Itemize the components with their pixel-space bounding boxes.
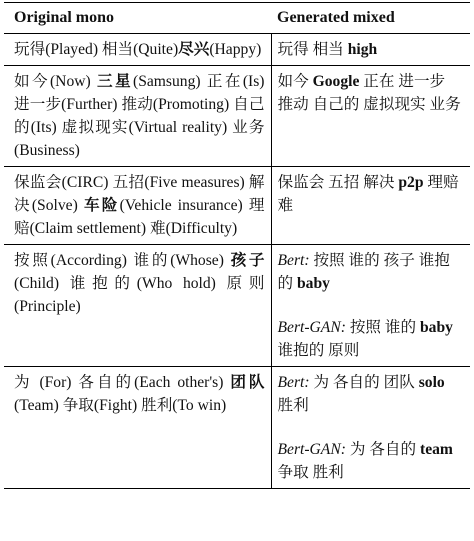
highlighted-term: 三星 (97, 73, 133, 90)
highlighted-term: high (347, 41, 378, 58)
model-label: Bert-GAN: (277, 319, 346, 336)
text-segment: (Vehicle insurance) 理赔(Claim settlement) 难(Difficulty) (14, 197, 265, 237)
table-row (4, 367, 470, 489)
table-row (4, 66, 470, 167)
text-segment: (Samsung) 正在(Is) 进一步(Further) 推动(Promoting) 自己的(Its) 虚拟现实(Virtual reality) 业务(Business) (14, 73, 265, 159)
text-segment: 为 各自的 团队 (309, 374, 419, 391)
header-generated: Generated mixed (271, 3, 470, 34)
table-row (4, 245, 470, 367)
table-row (4, 34, 470, 66)
text-segment: 正在 进一步 推动 自己的 虚拟现实 业务 (277, 73, 461, 113)
text-segment: 如今(Now) (14, 73, 97, 90)
text-segment: 保监会(CIRC) 五招(Five measures) 解决(Solve) (14, 174, 265, 214)
text-segment: 按照 谁的 孩子 谁抱的 (277, 252, 450, 292)
text-segment: (Happy) (209, 41, 262, 58)
text-segment: 玩得(Played) 相当(Quite) (14, 41, 179, 58)
generated-sentence (278, 70, 465, 116)
highlighted-term: 车险 (83, 197, 120, 214)
header-row (4, 3, 470, 34)
original-mono-cell (4, 167, 271, 245)
text-segment: (Team) 争取(Fight) 胜利(To win) (14, 397, 227, 414)
generated-mixed-cell (271, 245, 470, 367)
generated-mixed-cell (271, 34, 470, 66)
original-mono-cell (4, 34, 271, 66)
generated-sentence (278, 38, 465, 61)
generated-sentence (278, 171, 465, 217)
model-label: Bert: (277, 374, 310, 391)
text-segment: 谁抱的 原则 (277, 342, 360, 359)
highlighted-term: 团队 (230, 374, 265, 391)
text-segment: 玩得 相当 (277, 41, 348, 58)
highlighted-term: baby (420, 319, 453, 336)
generated-mixed-cell (271, 367, 470, 489)
generated-sentence (278, 371, 465, 417)
generated-mixed-cell (271, 167, 470, 245)
highlighted-term: solo (418, 374, 445, 391)
highlighted-term: baby (297, 275, 330, 292)
generated-mixed-cell (271, 66, 470, 167)
text-segment: (Child) 谁抱的(Who hold) 原则 (Principle) (14, 275, 265, 315)
table-header (4, 3, 470, 34)
original-mono-cell (4, 245, 271, 367)
comparison-table (4, 2, 470, 489)
table-row (4, 167, 470, 245)
original-mono-cell (4, 66, 271, 167)
highlighted-term: Google (312, 73, 360, 90)
text-segment: 胜利 (277, 397, 309, 414)
text-segment: 为 各自的 (345, 441, 420, 458)
highlighted-term: team (420, 441, 453, 458)
text-segment: 争取 胜利 (277, 464, 344, 481)
header-original: Original mono (4, 3, 271, 34)
table-body (4, 34, 470, 489)
highlighted-term: 尽兴 (178, 41, 210, 58)
text-segment: 按照 谁的 (345, 319, 420, 336)
text-segment: 理赔 难 (277, 174, 459, 214)
generated-sentence (278, 438, 465, 484)
highlighted-term: p2p (398, 174, 424, 191)
text-segment: 如今 (277, 73, 313, 90)
generated-sentence (278, 316, 465, 362)
text-segment: 为 (For) 各自的(Each other's) (14, 374, 231, 391)
model-label: Bert: (277, 252, 310, 269)
original-mono-cell (4, 367, 271, 489)
model-label: Bert-GAN: (277, 441, 346, 458)
generated-sentence (278, 249, 465, 295)
text-segment: 按照(According) 谁的(Whose) (14, 252, 231, 269)
highlighted-term: 孩子 (230, 252, 265, 269)
text-segment: 保监会 五招 解决 (277, 174, 399, 191)
